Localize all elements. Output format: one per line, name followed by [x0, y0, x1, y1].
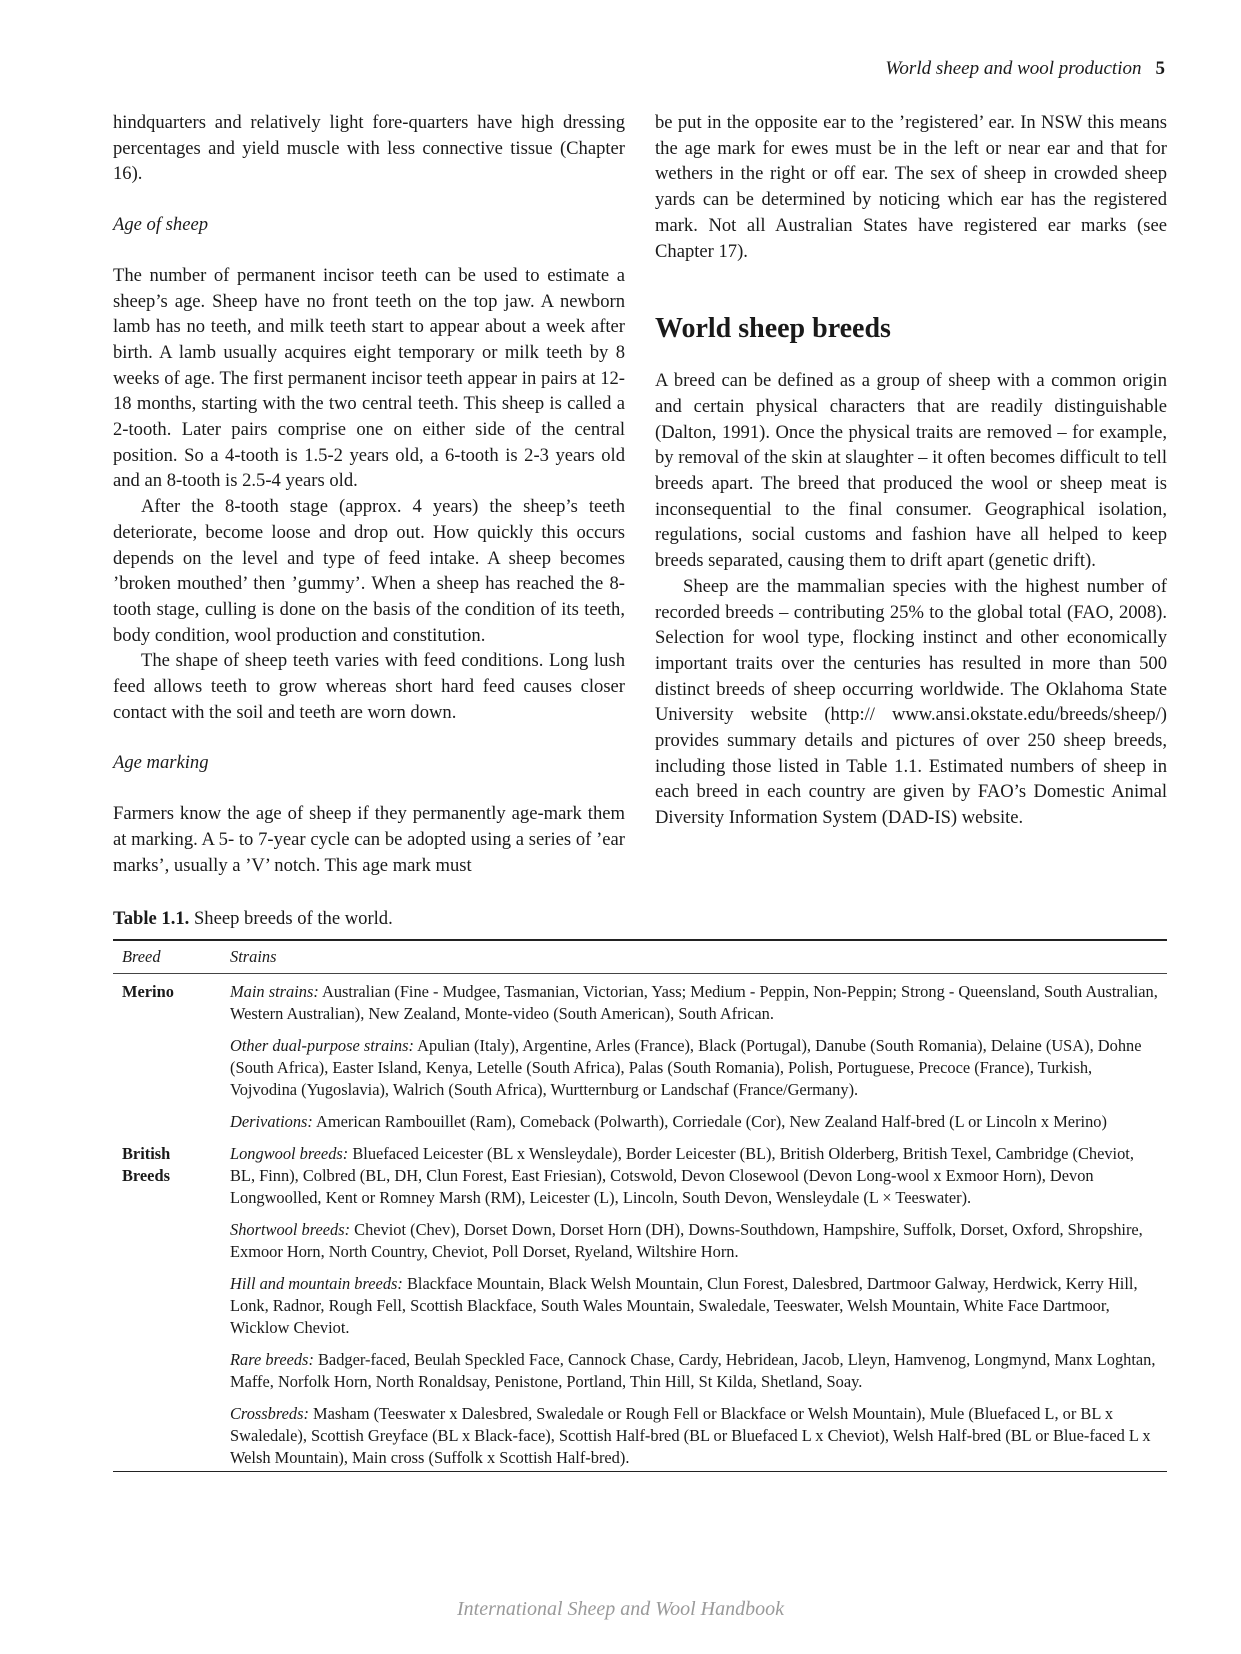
paragraph: Sheep are the mammalian species with the highest number of recorded breeds – contributing 25% to the global total (FAO, 2008). Selection for wool type, flocking instinct and other economically important traits over the centuries has resulted in more than 500 distinct breeds of sheep occurring worldwide. The Oklahoma State University website (http:// www.ansi.okstate.edu/breeds/sheep/) provides summary details and pictures of over 250 sheep breeds, including those listed in Table 1.1. Estimated numbers of sheep in each breed in each country are given by FAO’s Domestic Animal Diversity Information System (DAD-IS) website.: [655, 575, 1167, 829]
strain-group-text: Apulian (Italy), Argentine, Arles (France), Black (Portugal), Danube (South Romania), Delaine (USA), Dohne (South Africa), Easter Island, Kenya, Letelle (South Africa), Palas (South Romania), Polish, Portuguese, Precoce (France), Turkish, Vojvodina (Yugoslavia), Walrich (South Africa), Wurtternburg or Landschaf (France/Germany).: [230, 1036, 1142, 1099]
table-caption-label: Table 1.1.: [113, 908, 190, 929]
table-caption: [113, 908, 393, 930]
header-strains: Strains: [230, 940, 1167, 974]
strain-group-label: Main strains:: [230, 982, 319, 1001]
paragraph: A breed can be defined as a group of sheep with a common origin and certain physical characters that are readily distinguishable (Dalton, 1991). Once the physical traits are removed – for example, by removal of the skin at slaughter – it often becomes difficult to tell breeds apart. The breed that produced the wool or sheep meat is inconsequential to the final consumer. Geographical isolation, regulations, social customs and fashion have all helped to keep breeds separated, causing them to drift apart (genetic drift).: [655, 370, 1167, 572]
running-head: [885, 58, 1165, 80]
strain-group: [230, 1349, 1163, 1393]
strain-group: [230, 1403, 1163, 1469]
table-header-row: [113, 940, 1167, 974]
breed-cell-line: British: [122, 1144, 171, 1163]
subheading-age-of-sheep: Age of sheep: [113, 214, 209, 236]
strain-group-label: Hill and mountain breeds:: [230, 1274, 403, 1293]
strain-group: [230, 1273, 1163, 1339]
strain-group-text: Bluefaced Leicester (BL x Wensleydale), Border Leicester (BL), British Olderberg, British Texel, Cambridge (Cheviot, BL, Finn), Colbred (BL, DH, Clun Forest, East Friesian), Cotswold, Devon Closewool (Devon Long-wool x Exmoor Horn), Devon Longwoolled, Kent or Romney Marsh (RM), Leicester (L), Lincoln, South Devon, Wensleydale (L × Teeswater).: [230, 1144, 1134, 1207]
running-head-title: World sheep and wool production: [885, 58, 1142, 79]
strain-group-label: Longwool breeds:: [230, 1144, 349, 1163]
paragraph: Farmers know the age of sheep if they permanently age-mark them at marking. A 5- to 7-year cycle can be adopted using a series of ’ear marks’, usually a ’V’ notch. This age mark must: [113, 803, 625, 876]
strain-group-label: Crossbreds:: [230, 1404, 309, 1423]
strain-group: [230, 1219, 1163, 1263]
paragraph: The number of permanent incisor teeth can be used to estimate a sheep’s age. Sheep have no front teeth on the top jaw. A newborn lamb has no teeth, and milk teeth start to appear about a week after birth. A lamb usually acquires eight temporary or milk teeth by 8 weeks of age. The first permanent incisor teeth appear in pairs at 12-18 months, starting with the two central teeth. This sheep is called a 2-tooth. Later pairs comprise one on either side of the central position. So a 4-tooth is 1.5-2 years old, a 6-tooth is 2-3 years old and an 8-tooth is 2.5-4 years old.: [113, 264, 625, 492]
right-column: [655, 110, 1167, 831]
strain-group-label: Shortwool breeds:: [230, 1220, 351, 1239]
paragraph: The shape of sheep teeth varies with feed conditions. Long lush feed allows teeth to grow whereas short hard feed causes closer contact with the soil and teeth are worn down.: [113, 650, 625, 723]
strain-group-label: Derivations:: [230, 1112, 313, 1131]
table-caption-text: Sheep breeds of the world.: [193, 908, 393, 929]
strains-cell: [230, 1143, 1167, 1472]
paragraph: be put in the opposite ear to the ’registered’ ear. In NSW this means the age mark for ewes must be in the left or near ear and that for wethers in the right or off ear. The sex of sheep in crowded sheep yards can be determined by noticing which ear has the registered mark. Not all Australian States have registered ear marks (see Chapter 17).: [655, 112, 1167, 262]
strain-group-text: Blackface Mountain, Black Welsh Mountain, Clun Forest, Dalesbred, Dartmoor Galway, Herdwick, Kerry Hill, Lonk, Radnor, Rough Fell, Scottish Blackface, South Wales Mountain, Swaledale, Teeswater, Welsh Mountain, White Face Dartmoor, Wicklow Cheviot.: [230, 1274, 1138, 1337]
strain-group-text: Australian (Fine - Mudgee, Tasmanian, Victorian, Yass; Medium - Peppin, Non-Peppin; Strong - Queensland, South Australian, Western Australian), New Zealand, Monte-video (South American), South African.: [230, 982, 1158, 1023]
paragraph: After the 8-tooth stage (approx. 4 years) the sheep’s teeth deteriorate, become loose and drop out. How quickly this occurs depends on the level and type of feed intake. A sheep becomes ’broken mouthed’ then ’gummy’. When a sheep has reached the 8-tooth stage, culling is done on the basis of the condition of its teeth, body condition, wool production and constitution.: [113, 496, 625, 646]
strains-cell: [230, 974, 1167, 1144]
header-breed: Breed: [113, 940, 230, 974]
strain-group-text: Badger-faced, Beulah Speckled Face, Cannock Chase, Cardy, Hebridean, Jacob, Lleyn, Hamvenog, Longmynd, Manx Loghtan, Maffe, Norfolk Horn, North Ronaldsay, Penistone, Portland, Thin Hill, St Kilda, Shetland, Soay.: [230, 1350, 1156, 1391]
strain-group-text: American Rambouillet (Ram), Comeback (Polwarth), Corriedale (Cor), New Zealand Half-bred (L or Lincoln x Merino): [312, 1112, 1107, 1131]
breed-cell: [113, 1143, 230, 1472]
strain-group: [230, 981, 1163, 1025]
table-row-merino: [113, 974, 1167, 1144]
strain-group-text: Masham (Teeswater x Dalesbred, Swaledale or Rough Fell or Blackface or Welsh Mountain), Mule (Bluefaced L, or BL x Swaledale), Scottish Greyface (BL x Black-face), Scottish Half-bred (BL or Bluefaced L x Cheviot), Welsh Half-bred (BL or Blue-faced L x Welsh Mountain), Main cross (Suffolk x Scottish Half-bred).: [230, 1404, 1151, 1467]
left-column: [113, 110, 625, 878]
subheading-age-marking: Age marking: [113, 752, 209, 774]
breed-cell-line: Breeds: [122, 1166, 170, 1185]
footer: International Sheep and Wool Handbook: [456, 1598, 784, 1620]
breeds-table: [113, 939, 1167, 1472]
strain-group-label: Rare breeds:: [230, 1350, 314, 1369]
paragraph: hindquarters and relatively light fore-quarters have high dressing percentages and yield muscle with less connective tissue (Chapter 16).: [113, 112, 625, 185]
strain-group: [230, 1111, 1163, 1133]
strain-group-label: Other dual-purpose strains:: [230, 1036, 414, 1055]
section-title: World sheep breeds: [655, 313, 891, 345]
strain-group-text: Cheviot (Chev), Dorset Down, Dorset Horn (DH), Downs-Southdown, Hampshire, Suffolk, Dorset, Oxford, Shropshire, Exmoor Horn, North Country, Cheviot, Poll Dorset, Ryeland, Wiltshire Horn.: [230, 1220, 1143, 1261]
breed-cell: Merino: [122, 982, 174, 1001]
page-number: 5: [1155, 58, 1165, 79]
strain-group: [230, 1143, 1163, 1209]
strain-group: [230, 1035, 1163, 1101]
table-row-british-breeds: [113, 1143, 1167, 1472]
